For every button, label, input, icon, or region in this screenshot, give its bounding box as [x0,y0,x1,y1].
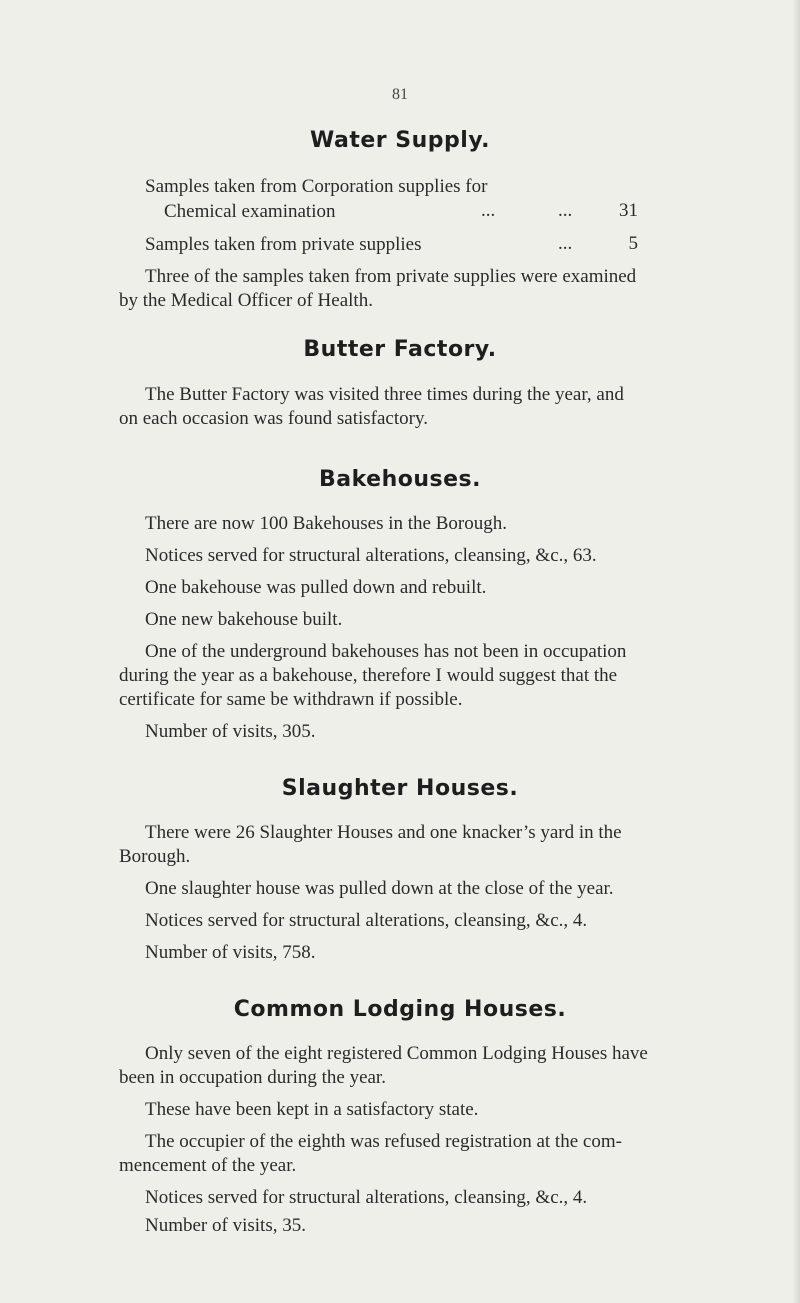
water-para-line1: Three of the samples taken from private supplies were examined [145,266,637,287]
slaughter-line2: Borough. [119,846,191,867]
heading-butter-factory: Butter Factory. [303,337,497,362]
water-row1-leader-b: ... [558,200,573,221]
slaughter-line5: Number of visits, 758. [145,942,316,963]
heading-slaughter-houses: Slaughter Houses. [281,776,519,801]
bakehouses-line2: Notices served for structural alterations, cleansing, &c., 63. [145,545,597,566]
slaughter-line3: One slaughter house was pulled down at the close of the year. [145,878,614,899]
water-row2-label: Samples taken from private supplies [145,234,422,255]
bakehouses-line1: There are now 100 Bakehouses in the Borough. [145,513,507,534]
bakehouses-line8: Number of visits, 305. [145,721,316,742]
water-row1-line2: Chemical examination [164,201,336,222]
bakehouses-line6: during the year as a bakehouse, therefore I would suggest that the [119,665,618,686]
lodging-line4: The occupier of the eighth was refused registration at the com- [145,1131,622,1152]
lodging-line1: Only seven of the eight registered Common Lodging Houses have [145,1043,648,1064]
slaughter-line1: There were 26 Slaughter Houses and one knacker’s yard in the [145,822,622,843]
lodging-line7: Number of visits, 35. [145,1215,306,1236]
lodging-line2: been in occupation during the year. [119,1067,386,1088]
water-row2-value: 5 [628,233,638,254]
heading-common-lodging-houses: Common Lodging Houses. [233,997,567,1022]
slaughter-line4: Notices served for structural alterations, cleansing, &c., 4. [145,910,588,931]
lodging-line3: These have been kept in a satisfactory state. [145,1099,479,1120]
bakehouses-line4: One new bakehouse built. [145,609,343,630]
lodging-line6: Notices served for structural alterations, cleansing, &c., 4. [145,1187,588,1208]
water-row1-line1: Samples taken from Corporation supplies for [145,176,488,197]
heading-bakehouses: Bakehouses. [319,467,481,492]
heading-water-supply: Water Supply. [310,128,490,153]
water-row1-value: 31 [619,200,638,221]
lodging-line5: mencement of the year. [119,1155,297,1176]
bakehouses-line7: certificate for same be withdrawn if possible. [119,689,463,710]
water-row2-leader: ... [558,233,573,254]
page-edge-shadow [792,0,800,1303]
bakehouses-line3: One bakehouse was pulled down and rebuilt. [145,577,487,598]
butter-line2: on each occasion was found satisfactory. [119,408,428,429]
water-para-line2: by the Medical Officer of Health. [119,290,373,311]
butter-line1: The Butter Factory was visited three times during the year, and [145,384,624,405]
bakehouses-line5: One of the underground bakehouses has not been in occupation [145,641,627,662]
page-number: 81 [392,86,408,103]
water-row1-leader-a: ... [481,200,496,221]
